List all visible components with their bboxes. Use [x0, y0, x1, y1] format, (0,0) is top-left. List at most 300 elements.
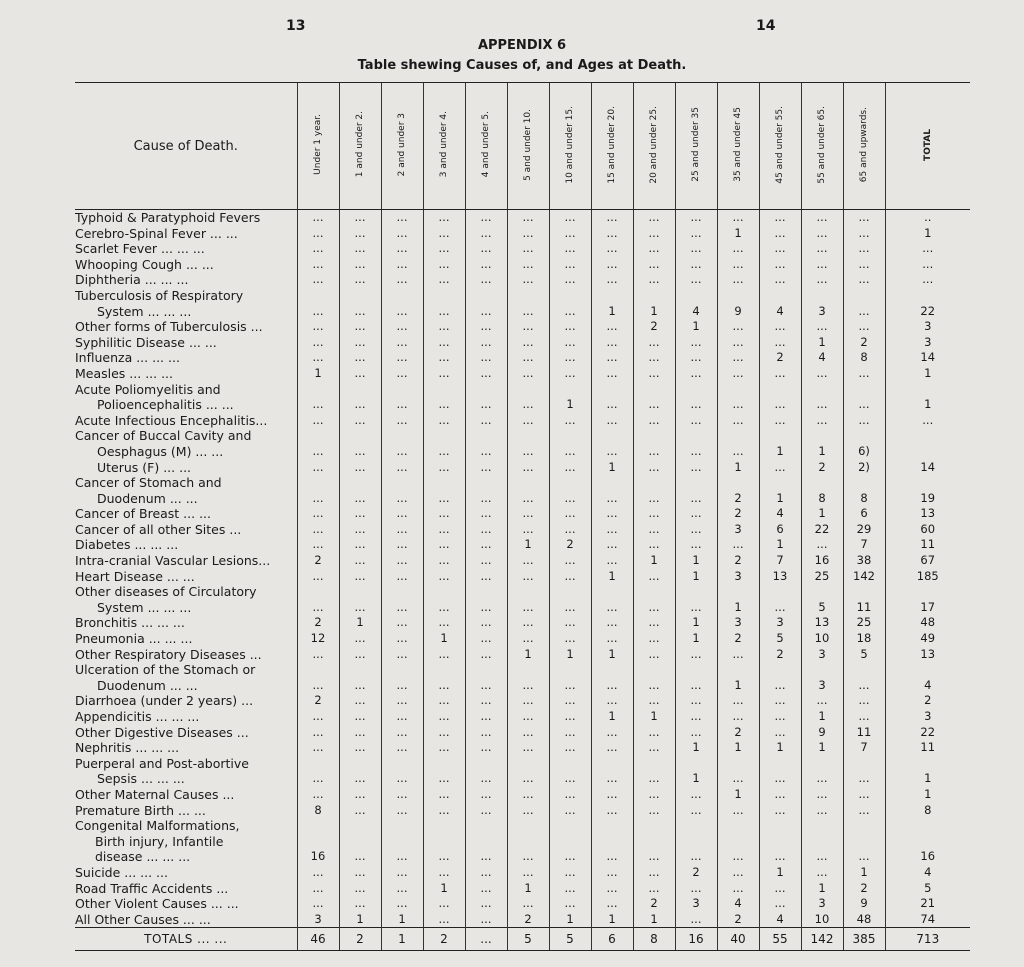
count-cell: ... [633, 460, 675, 476]
count-cell: 1 [633, 912, 675, 928]
table-row [75, 210, 970, 226]
totals-cell: 142 [801, 928, 843, 951]
total-cell [885, 382, 970, 398]
count-cell: ... [423, 693, 465, 709]
count-cell: ... [759, 397, 801, 413]
count-cell: 3 [717, 569, 759, 585]
cause-cell: Diabetes ... ... ... [75, 537, 179, 553]
count-cell: ... [549, 553, 591, 569]
count-cell: ... [507, 413, 549, 429]
count-cell [465, 818, 507, 834]
table-row [75, 709, 970, 725]
count-cell: ... [549, 631, 591, 647]
count-cell: ... [423, 725, 465, 741]
table-row [75, 304, 970, 320]
count-cell: ... [759, 319, 801, 335]
count-cell: 1 [423, 631, 465, 647]
count-cell [297, 662, 339, 678]
count-cell: ... [633, 740, 675, 756]
count-cell [549, 662, 591, 678]
table-row [75, 257, 970, 273]
count-cell: ... [591, 366, 633, 382]
age-column-header [423, 83, 465, 210]
count-cell: ... [633, 366, 675, 382]
count-cell: 22 [801, 522, 843, 538]
count-cell: ... [507, 272, 549, 288]
count-cell [507, 834, 549, 850]
count-cell: ... [339, 319, 381, 335]
count-cell [717, 834, 759, 850]
count-cell: 1 [801, 444, 843, 460]
table-row [75, 834, 970, 850]
count-cell: ... [549, 600, 591, 616]
count-cell [759, 756, 801, 772]
count-cell: ... [633, 257, 675, 273]
count-cell: ... [717, 272, 759, 288]
count-cell: ... [759, 693, 801, 709]
table-row [75, 272, 970, 288]
count-cell: ... [339, 647, 381, 663]
count-cell [507, 475, 549, 491]
count-cell: 8 [843, 350, 885, 366]
table-row [75, 912, 970, 928]
count-cell [381, 382, 423, 398]
count-cell [423, 475, 465, 491]
total-column-label: TOTAL [922, 128, 933, 161]
count-cell: ... [843, 210, 885, 226]
count-cell: 1 [591, 709, 633, 725]
table-row [75, 600, 970, 616]
count-cell: 3 [717, 615, 759, 631]
totals-cell: 16 [675, 928, 717, 951]
total-cell: 14 [885, 350, 970, 366]
age-column-header [465, 83, 507, 210]
count-cell: ... [549, 257, 591, 273]
cause-cell: Duodenum ... ... [97, 490, 198, 506]
count-cell: ... [633, 787, 675, 803]
page-number-right: 14 [756, 18, 776, 34]
count-cell [507, 288, 549, 304]
count-cell: ... [549, 335, 591, 351]
count-cell: ... [591, 210, 633, 226]
count-cell: ... [549, 350, 591, 366]
count-cell: ... [381, 725, 423, 741]
total-cell: ... [885, 272, 970, 288]
count-cell: ... [633, 615, 675, 631]
count-cell [423, 382, 465, 398]
count-cell: ... [549, 241, 591, 257]
count-cell: ... [423, 771, 465, 787]
count-cell [465, 428, 507, 444]
count-cell: 1 [717, 226, 759, 242]
count-cell: 1 [549, 912, 591, 928]
count-cell [717, 584, 759, 600]
count-cell: 2 [507, 912, 549, 928]
count-cell: ... [297, 413, 339, 429]
totals-cell: 8 [633, 928, 675, 951]
count-cell: ... [297, 647, 339, 663]
count-cell [843, 428, 885, 444]
count-cell: ... [381, 615, 423, 631]
count-cell: ... [591, 350, 633, 366]
count-cell: ... [465, 631, 507, 647]
count-cell: ... [717, 693, 759, 709]
total-cell: 11 [885, 537, 970, 553]
age-column-header [381, 83, 423, 210]
count-cell: 1 [339, 615, 381, 631]
count-cell: 4 [759, 912, 801, 928]
count-cell [759, 382, 801, 398]
cause-cell: Sepsis ... ... ... [97, 771, 185, 787]
count-cell: ... [675, 709, 717, 725]
count-cell: ... [507, 366, 549, 382]
total-cell: 4 [885, 678, 970, 694]
cause-cell: Scarlet Fever ... ... ... [75, 241, 205, 257]
count-cell [465, 834, 507, 850]
total-cell: 1 [885, 397, 970, 413]
count-cell: ... [591, 537, 633, 553]
total-cell: 22 [885, 304, 970, 320]
cause-cell: System ... ... ... [97, 303, 192, 319]
total-cell: .. [885, 210, 970, 226]
table-row [75, 226, 970, 242]
cause-cell: Puerperal and Post-abortive [75, 755, 249, 771]
count-cell: ... [339, 693, 381, 709]
count-cell: ... [297, 771, 339, 787]
count-cell: ... [465, 553, 507, 569]
count-cell: ... [381, 631, 423, 647]
count-cell: 18 [843, 631, 885, 647]
count-cell: ... [465, 725, 507, 741]
count-cell: ... [339, 241, 381, 257]
cause-cell: Congenital Malformations, [75, 818, 240, 834]
count-cell: 10 [801, 631, 843, 647]
count-cell: ... [591, 600, 633, 616]
cause-cell: Ulceration of the Stomach or [75, 662, 256, 678]
count-cell: 6 [759, 522, 801, 538]
count-cell: ... [339, 272, 381, 288]
count-cell: ... [843, 849, 885, 865]
count-cell: 3 [801, 896, 843, 912]
count-cell: ... [465, 896, 507, 912]
count-cell: 11 [843, 600, 885, 616]
count-cell: ... [759, 226, 801, 242]
count-cell: 2 [549, 537, 591, 553]
age-column-header [591, 83, 633, 210]
count-cell: ... [801, 537, 843, 553]
count-cell: 1 [759, 537, 801, 553]
count-cell [633, 288, 675, 304]
count-cell: ... [549, 896, 591, 912]
total-cell [885, 475, 970, 491]
count-cell: ... [465, 865, 507, 881]
table-row [75, 678, 970, 694]
count-cell: ... [297, 522, 339, 538]
count-cell: 7 [843, 537, 885, 553]
count-cell: ... [633, 397, 675, 413]
count-cell: 1 [339, 912, 381, 928]
count-cell: ... [801, 366, 843, 382]
count-cell: ... [423, 506, 465, 522]
count-cell: 1 [675, 319, 717, 335]
count-cell: ... [423, 413, 465, 429]
cause-cell: Road Traffic Accidents ... [75, 880, 229, 896]
count-cell: ... [381, 865, 423, 881]
count-cell: ... [675, 241, 717, 257]
count-cell: ... [591, 444, 633, 460]
count-cell [339, 818, 381, 834]
count-cell [717, 818, 759, 834]
age-column-header [297, 83, 339, 210]
table-row [75, 241, 970, 257]
count-cell: ... [507, 615, 549, 631]
count-cell: ... [717, 537, 759, 553]
count-cell: ... [423, 335, 465, 351]
count-cell: 1 [801, 740, 843, 756]
count-cell: ... [843, 771, 885, 787]
age-column-label: 10 and under 15. [565, 105, 575, 184]
count-cell: ... [297, 226, 339, 242]
count-cell: ... [633, 865, 675, 881]
count-cell: ... [297, 397, 339, 413]
count-cell: 25 [801, 569, 843, 585]
cause-cell: Appendicitis ... ... ... [75, 709, 200, 724]
count-cell: ... [423, 537, 465, 553]
count-cell [339, 428, 381, 444]
count-cell: ... [423, 803, 465, 819]
count-cell [675, 756, 717, 772]
count-cell: ... [423, 896, 465, 912]
count-cell [633, 818, 675, 834]
count-cell: ... [465, 413, 507, 429]
table-subtitle: Table shewing Causes of, and Ages at Death. [357, 58, 687, 73]
count-cell [465, 756, 507, 772]
count-cell: 5 [843, 647, 885, 663]
table-row [75, 787, 970, 803]
count-cell: ... [339, 725, 381, 741]
count-cell: ... [843, 241, 885, 257]
count-cell: ... [549, 771, 591, 787]
count-cell: ... [381, 678, 423, 694]
total-cell [885, 428, 970, 444]
count-cell [339, 834, 381, 850]
count-cell: 1 [801, 335, 843, 351]
count-cell: 6 [843, 506, 885, 522]
count-cell [759, 475, 801, 491]
table-row [75, 553, 970, 569]
count-cell: ... [717, 865, 759, 881]
count-cell: ... [423, 615, 465, 631]
count-cell: 1 [591, 460, 633, 476]
count-cell: ... [759, 725, 801, 741]
count-cell [465, 288, 507, 304]
count-cell [843, 662, 885, 678]
count-cell: ... [549, 366, 591, 382]
count-cell: ... [465, 709, 507, 725]
count-cell: ... [381, 210, 423, 226]
total-cell: 13 [885, 647, 970, 663]
count-cell [633, 382, 675, 398]
count-cell: ... [633, 693, 675, 709]
count-cell: ... [465, 615, 507, 631]
count-cell [759, 834, 801, 850]
count-cell: ... [675, 226, 717, 242]
count-cell [591, 382, 633, 398]
count-cell: ... [759, 460, 801, 476]
age-column-label: 20 and under 25. [649, 105, 659, 184]
cause-cell: Oesphagus (M) ... ... [97, 443, 224, 459]
totals-label: TOTALS ... ... [75, 928, 297, 951]
count-cell [465, 584, 507, 600]
total-cell: 19 [885, 491, 970, 507]
total-cell: 8 [885, 803, 970, 819]
count-cell: ... [507, 257, 549, 273]
count-cell: ... [633, 506, 675, 522]
count-cell: ... [297, 506, 339, 522]
count-cell [381, 428, 423, 444]
count-cell: ... [381, 522, 423, 538]
table-row [75, 865, 970, 881]
count-cell: ... [717, 397, 759, 413]
cause-cell: Suicide ... ... ... [75, 864, 168, 880]
cause-cell: Uterus (F) ... ... [97, 459, 192, 475]
count-cell: 7 [759, 553, 801, 569]
cause-cell: Pneumonia ... ... ... [75, 631, 193, 647]
table-row [75, 413, 970, 429]
count-cell: ... [381, 241, 423, 257]
cause-cell: Tuberculosis of Respiratory [75, 287, 244, 303]
count-cell: 38 [843, 553, 885, 569]
count-cell: 4 [801, 350, 843, 366]
count-cell: ... [423, 912, 465, 928]
count-cell: ... [507, 241, 549, 257]
count-cell: ... [675, 335, 717, 351]
count-cell: ... [717, 257, 759, 273]
total-cell: 60 [885, 522, 970, 538]
count-cell: ... [423, 522, 465, 538]
cause-cell: Other Violent Causes ... ... [75, 896, 239, 912]
total-cell: 48 [885, 615, 970, 631]
count-cell [297, 834, 339, 850]
count-cell: ... [507, 553, 549, 569]
count-cell: ... [297, 444, 339, 460]
count-cell: ... [381, 335, 423, 351]
count-cell: ... [801, 693, 843, 709]
count-cell: ... [423, 210, 465, 226]
count-cell: ... [297, 210, 339, 226]
count-cell [801, 818, 843, 834]
count-cell: ... [465, 366, 507, 382]
count-cell: ... [843, 413, 885, 429]
page-number-left: 13 [286, 18, 306, 34]
count-cell: 1 [759, 491, 801, 507]
count-cell [591, 818, 633, 834]
count-cell [717, 382, 759, 398]
count-cell: 9 [801, 725, 843, 741]
count-cell: ... [507, 522, 549, 538]
count-cell [297, 428, 339, 444]
count-cell: ... [507, 569, 549, 585]
count-cell [759, 288, 801, 304]
count-cell: ... [423, 553, 465, 569]
count-cell: ... [843, 397, 885, 413]
count-cell [633, 834, 675, 850]
cause-cell: Heart Disease ... ... [75, 568, 195, 584]
count-cell: ... [843, 693, 885, 709]
count-cell: 3 [717, 522, 759, 538]
count-cell: ... [465, 335, 507, 351]
count-cell: ... [759, 678, 801, 694]
count-cell: ... [339, 304, 381, 320]
count-cell: ... [381, 647, 423, 663]
count-cell: ... [591, 771, 633, 787]
count-cell: ... [633, 226, 675, 242]
count-cell: ... [759, 787, 801, 803]
count-cell: 1 [549, 647, 591, 663]
total-cell: ... [885, 413, 970, 429]
count-cell: ... [339, 631, 381, 647]
count-cell: ... [339, 366, 381, 382]
count-cell [423, 584, 465, 600]
count-cell: 3 [675, 896, 717, 912]
count-cell: ... [843, 366, 885, 382]
cause-cell: Whooping Cough ... ... [75, 256, 214, 272]
count-cell [801, 584, 843, 600]
count-cell: ... [675, 366, 717, 382]
count-cell: ... [507, 787, 549, 803]
total-cell: 1 [885, 787, 970, 803]
count-cell: ... [297, 241, 339, 257]
table-row [75, 428, 970, 444]
count-cell: ... [339, 210, 381, 226]
count-cell: ... [465, 647, 507, 663]
table-row [75, 881, 970, 897]
table-row [75, 740, 970, 756]
count-cell: ... [717, 210, 759, 226]
totals-row [75, 928, 970, 951]
count-cell: 1 [717, 460, 759, 476]
count-cell: ... [507, 506, 549, 522]
count-cell: ... [339, 335, 381, 351]
count-cell: ... [423, 569, 465, 585]
count-cell [507, 428, 549, 444]
count-cell: ... [339, 444, 381, 460]
count-cell: ... [549, 319, 591, 335]
count-cell: ... [717, 771, 759, 787]
count-cell: ... [507, 896, 549, 912]
count-cell: ... [339, 553, 381, 569]
count-cell: 1 [423, 881, 465, 897]
age-column-label: Under 1 year. [313, 114, 323, 175]
count-cell: 29 [843, 522, 885, 538]
count-cell [423, 662, 465, 678]
count-cell: ... [591, 413, 633, 429]
count-cell: ... [675, 787, 717, 803]
count-cell: ... [465, 241, 507, 257]
count-cell: ... [633, 537, 675, 553]
count-cell [801, 288, 843, 304]
count-cell: ... [381, 397, 423, 413]
table-row [75, 569, 970, 585]
cause-cell: disease ... ... ... [95, 849, 191, 865]
count-cell [297, 475, 339, 491]
age-column-header [633, 83, 675, 210]
count-cell: ... [423, 272, 465, 288]
count-cell: ... [675, 460, 717, 476]
count-cell: ... [423, 865, 465, 881]
count-cell [801, 756, 843, 772]
count-cell: ... [675, 506, 717, 522]
